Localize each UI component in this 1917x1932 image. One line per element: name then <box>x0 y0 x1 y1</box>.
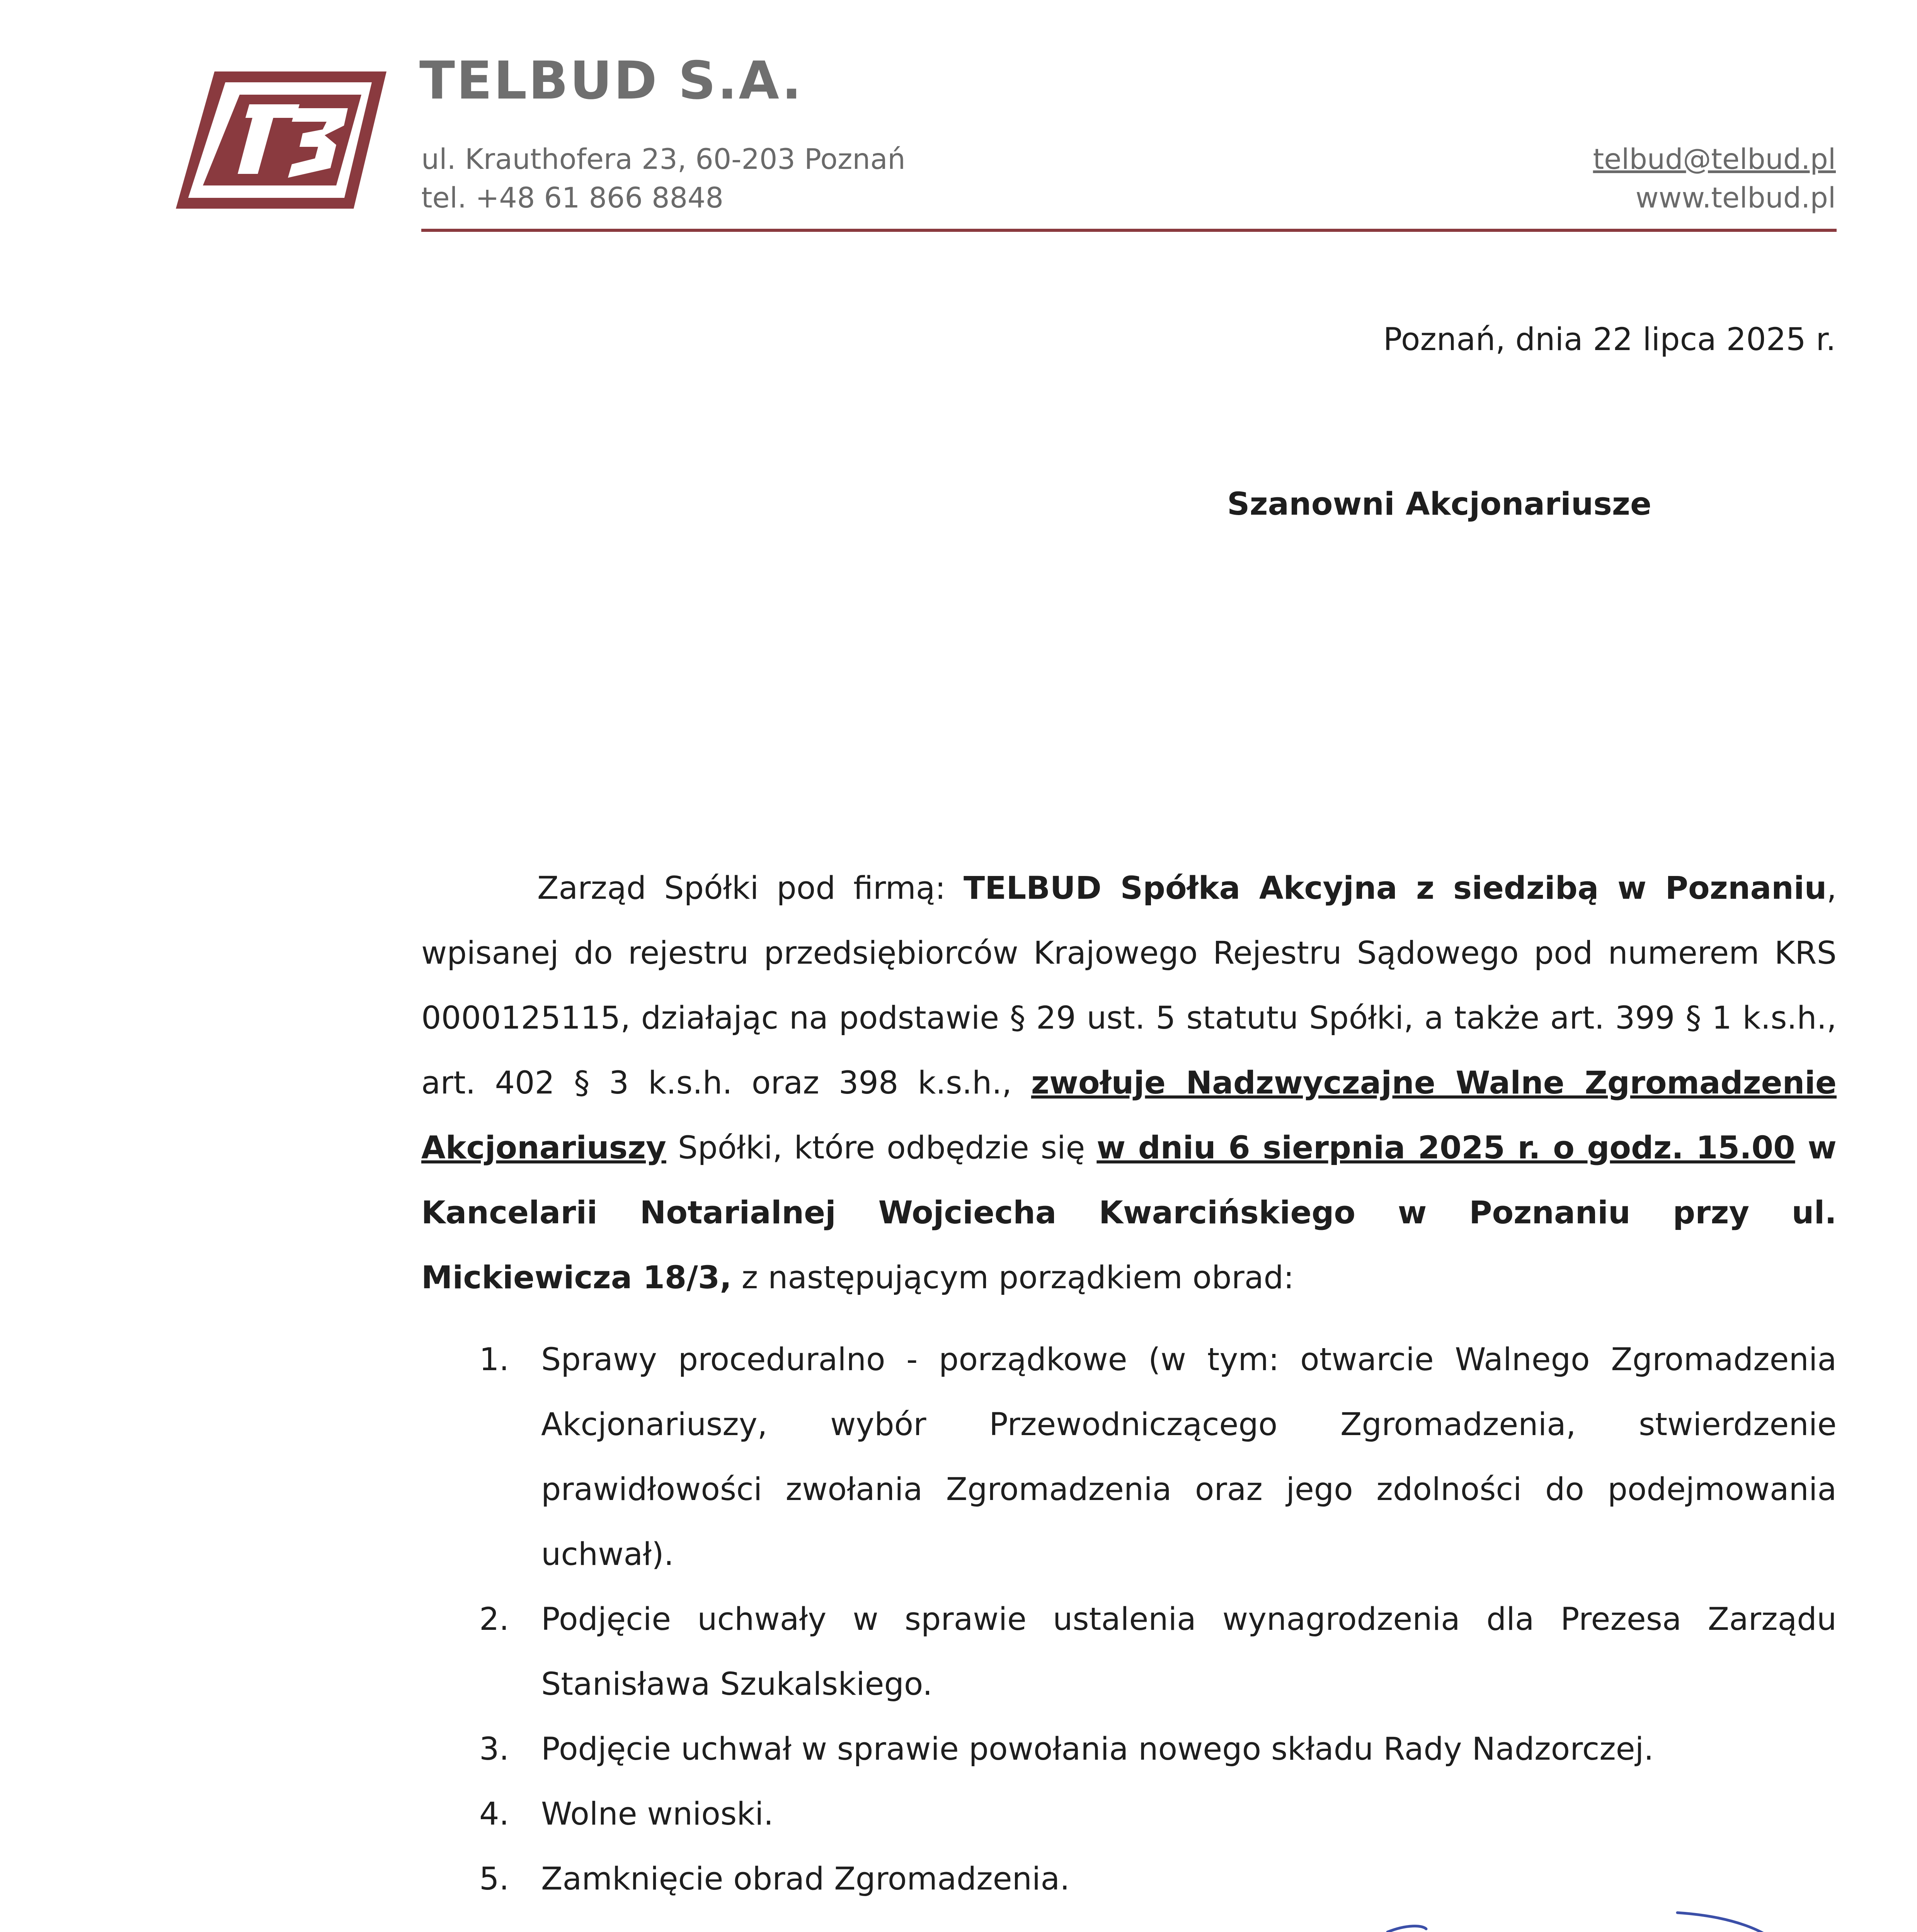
company-address: ul. Krauthofera 23, 60-203 Poznań <box>421 143 906 176</box>
agenda-item-text: Wolne wnioski. <box>541 1796 774 1832</box>
agenda-item-text: Podjęcie uchwał w sprawie powołania nowego składu Rady Nadzorczej. <box>541 1731 1654 1767</box>
agenda-item <box>479 1587 1837 1717</box>
body-end: z następującym porządkiem obrad: <box>732 1260 1294 1296</box>
company-phone: tel. +48 61 866 8848 <box>421 182 724 214</box>
agenda-item <box>479 1847 1837 1912</box>
date-line: Poznań, dnia 22 lipca 2025 r. <box>1383 321 1836 358</box>
agenda-item-text: Sprawy proceduralno - porządkowe (w tym: otwarcie Walnego Zgromadzenia Akcjonariuszy, wybór Przewodniczącego Zgromadzenia, stwierdzenie prawidłowości zwołania Zgromadzenia oraz jego zdolności do podejmowania uchwał). <box>541 1342 1837 1573</box>
agenda-item-number: 4. <box>479 1796 509 1832</box>
agenda-item-number: 5. <box>479 1861 509 1897</box>
body-legal-basis: , wpisanej do rejestru przedsiębiorców Krajowego Rejestru Sądowego pod numerem KRS 0000125115, działając na podstawie § 29 ust. 5 statutu Spółki, a także art. 399 § 1 k.s.h., art. 402 § 3 k.s.h. oraz 398 k.s.h., <box>421 870 1837 1101</box>
body-mid: Spółki, które odbędzie się <box>666 1130 1097 1166</box>
handwritten-signature <box>1291 1905 1809 1932</box>
meeting-venue: w Kancelarii Notarialnej Wojciecha Kwarcińskiego w Poznaniu przy ul. Mickiewicza 18/3, <box>421 1130 1837 1296</box>
body-paragraph <box>421 856 1837 1310</box>
meeting-datetime: w dniu 6 sierpnia 2025 r. o godz. 15.00 <box>1096 1130 1795 1166</box>
agenda-item <box>479 1717 1837 1782</box>
body-intro: Zarząd Spółki pod firmą: <box>537 870 964 906</box>
agenda-item-text: Zamknięcie obrad Zgromadzenia. <box>541 1861 1070 1897</box>
company-email-link[interactable]: telbud@telbud.pl <box>1593 143 1836 176</box>
agenda-item <box>479 1782 1837 1847</box>
company-name: TELBUD S.A. <box>419 50 803 111</box>
agenda-item-text: Podjęcie uchwały w sprawie ustalenia wynagrodzenia dla Prezesa Zarządu Stanisława Szukalskiego. <box>541 1601 1837 1702</box>
convening-statement: zwołuje Nadzwyczajne Walne Zgromadzenie Akcjonariuszy <box>421 1065 1837 1166</box>
company-full-name: TELBUD Spółka Akcyjna z siedzibą w Poznaniu <box>964 870 1827 906</box>
agenda-list <box>479 1327 1837 1912</box>
salutation: Szanowni Akcjonariusze <box>1227 486 1651 522</box>
company-website: www.telbud.pl <box>1635 182 1836 214</box>
header-divider <box>421 229 1837 232</box>
tb-logo-icon <box>172 68 388 211</box>
agenda-item-number: 2. <box>479 1601 509 1638</box>
agenda-item <box>479 1327 1837 1587</box>
agenda-item-number: 1. <box>479 1342 509 1378</box>
agenda-item-number: 3. <box>479 1731 509 1767</box>
